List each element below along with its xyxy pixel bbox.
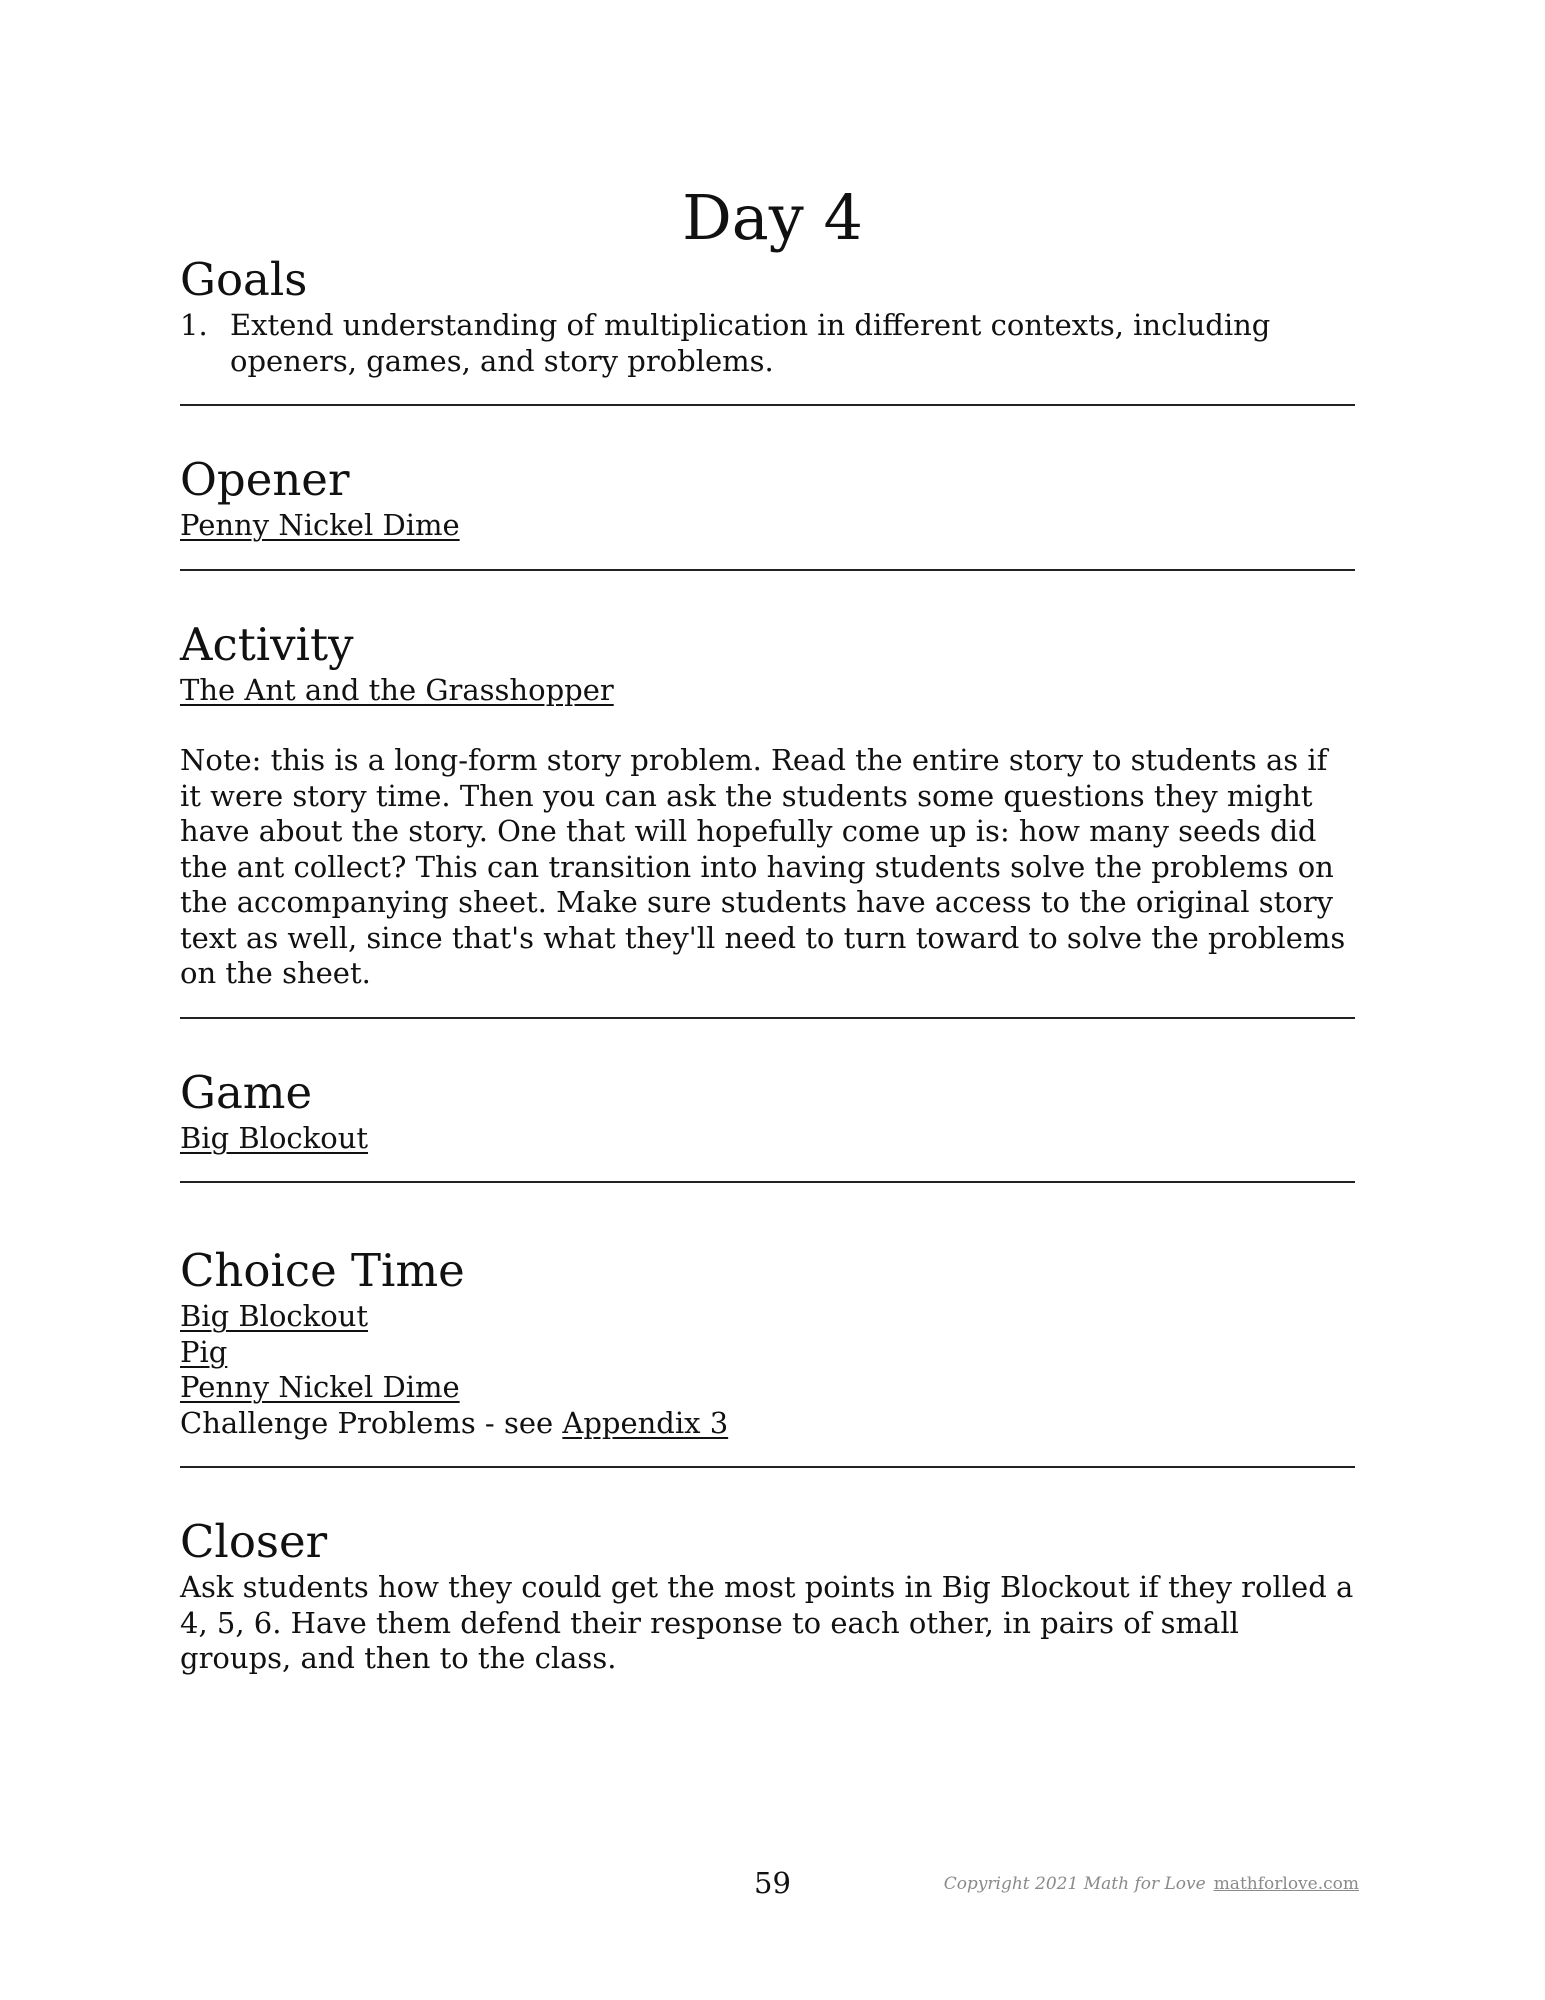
page-title: Day 4 — [682, 181, 863, 254]
page-number: 59 — [754, 1866, 791, 1900]
goal-item — [180, 308, 1355, 379]
section-divider — [180, 1181, 1355, 1183]
opener-section — [180, 452, 1355, 544]
copyright-footer — [944, 1873, 1359, 1895]
opener-heading: Opener — [180, 453, 350, 506]
opener-link-penny-nickel-dime[interactable]: Penny Nickel Dime — [180, 508, 460, 542]
goal-number: 1. — [180, 308, 208, 342]
activity-section — [180, 617, 1355, 992]
section-divider — [180, 404, 1355, 406]
game-link-big-blockout[interactable]: Big Blockout — [180, 1120, 369, 1155]
section-divider — [180, 1017, 1355, 1019]
choice-time-heading: Choice Time — [180, 1244, 465, 1297]
game-heading: Game — [180, 1065, 313, 1119]
activity-link-ant-and-grasshopper[interactable]: The Ant and the Grasshopper — [180, 672, 614, 707]
challenge-problems-line — [180, 1406, 1355, 1442]
activity-note: Note: this is a long-form story problem. Read the entire story to students as if it were story time. Then you can ask the students some questions they might have about the story. One that will hopefully come up is: how many seeds did the ant collect? This can transition into having students solve the problems on the accompanying sheet. Make sure students have access to the original story text as well, since that's what they'll need to turn toward to solve the problems on the sheet. — [180, 743, 1346, 990]
goal-text: Extend understanding of multiplication in different contexts, including openers, games, and story problems. — [230, 308, 1271, 378]
section-divider — [180, 569, 1355, 571]
copyright-text: Copyright 2021 Math for Love — [943, 1874, 1206, 1894]
choice-link-penny-nickel-dime[interactable]: Penny Nickel Dime — [180, 1370, 460, 1404]
lesson-content — [180, 252, 1355, 1677]
activity-heading: Activity — [180, 617, 354, 671]
closer-heading: Closer — [180, 1515, 328, 1568]
goals-heading: Goals — [180, 253, 308, 306]
challenge-problems-label: Challenge Problems - see — [180, 1405, 563, 1440]
closer-section — [180, 1514, 1355, 1677]
goals-section — [180, 252, 1355, 379]
choice-link-big-blockout[interactable]: Big Blockout — [180, 1299, 369, 1333]
choice-time-section — [180, 1243, 1355, 1441]
closer-text: Ask students how they could get the most points in Big Blockout if they rolled a 4, 5, 6. Have them defend their response to each other, in pairs of small groups, and then to the class. — [180, 1570, 1354, 1675]
section-divider — [180, 1466, 1355, 1468]
choice-link-pig[interactable]: Pig — [180, 1334, 228, 1369]
game-section — [180, 1065, 1355, 1157]
appendix-3-link[interactable]: Appendix 3 — [562, 1405, 729, 1440]
site-link[interactable]: mathforlove.com — [1213, 1874, 1359, 1894]
